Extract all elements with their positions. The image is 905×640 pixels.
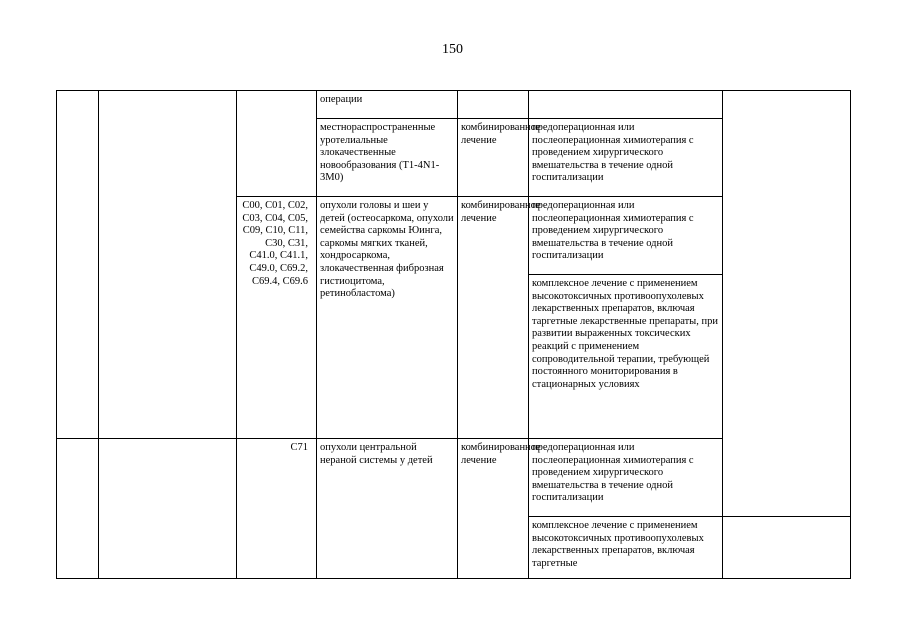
- empty-cell-number: [57, 275, 99, 439]
- treatment-type-cell: комбинированное лечение: [458, 197, 529, 439]
- method-cell: предоперационная или послеоперационная химиотерапия с проведением хирургического вмешательства в течение одной госпитализации: [529, 119, 723, 197]
- empty-cell-codes: [237, 91, 317, 197]
- diagnosis-cell: местнораспространенные уротелиальные злокачественные новообразования (T1-4N1-3M0): [317, 119, 458, 197]
- method-cell: предоперационная или послеоперационная химиотерапия с проведением хирургического вмешательства в течение одной госпитализации: [529, 197, 723, 275]
- empty-cell-group: [99, 91, 237, 275]
- treatment-type-cell: [458, 91, 529, 119]
- empty-cell-group: [99, 275, 237, 439]
- empty-cell-cost: [723, 91, 851, 517]
- table-row: [57, 91, 851, 119]
- empty-cell-number: [57, 439, 99, 579]
- empty-cell-number: [57, 91, 99, 275]
- icd-codes-cell: C71: [237, 439, 317, 579]
- method-cell: предоперационная или послеоперационная химиотерапия с проведением хирургического вмешательства в течение одной госпитализации: [529, 439, 723, 517]
- empty-cell-group: [99, 439, 237, 579]
- method-cell: комплексное лечение с применением высокотоксичных противоопухолевых лекарственных препаратов, включая таргетные: [529, 517, 723, 579]
- method-cell: [529, 91, 723, 119]
- page-number: 150: [442, 42, 463, 57]
- empty-cell-cost: [723, 517, 851, 579]
- diagnosis-cell: опухоли головы и шеи у детей (остеосаркома, опухоли семейства саркомы Юинга, саркомы мягких тканей, хондросаркома, злокачественная фиброзная гистиоцитома, ретинобластома): [317, 197, 458, 439]
- diagnosis-cell: опухоли центральной нерaной системы у детей: [317, 439, 458, 579]
- medical-care-table: [56, 90, 851, 579]
- method-cell: комплексное лечение с применением высокотоксичных противоопухолевых лекарственных препаратов, включая таргетные лекарственные препараты, при развитии выраженных токсических реакций с применением сопроводительной терапии, требующей постоянного мониторирования в стационарных условиях: [529, 275, 723, 439]
- diagnosis-cell: операции: [317, 91, 458, 119]
- treatment-type-cell: комбинированное лечение: [458, 119, 529, 197]
- treatment-type-cell: комбинированное лечение: [458, 439, 529, 579]
- icd-codes-cell: C00, C01, C02, C03, C04, C05, C09, C10, C11, C30, C31, C41.0, C41.1, C49.0, C69.2, C69.4, C69.6: [237, 197, 317, 439]
